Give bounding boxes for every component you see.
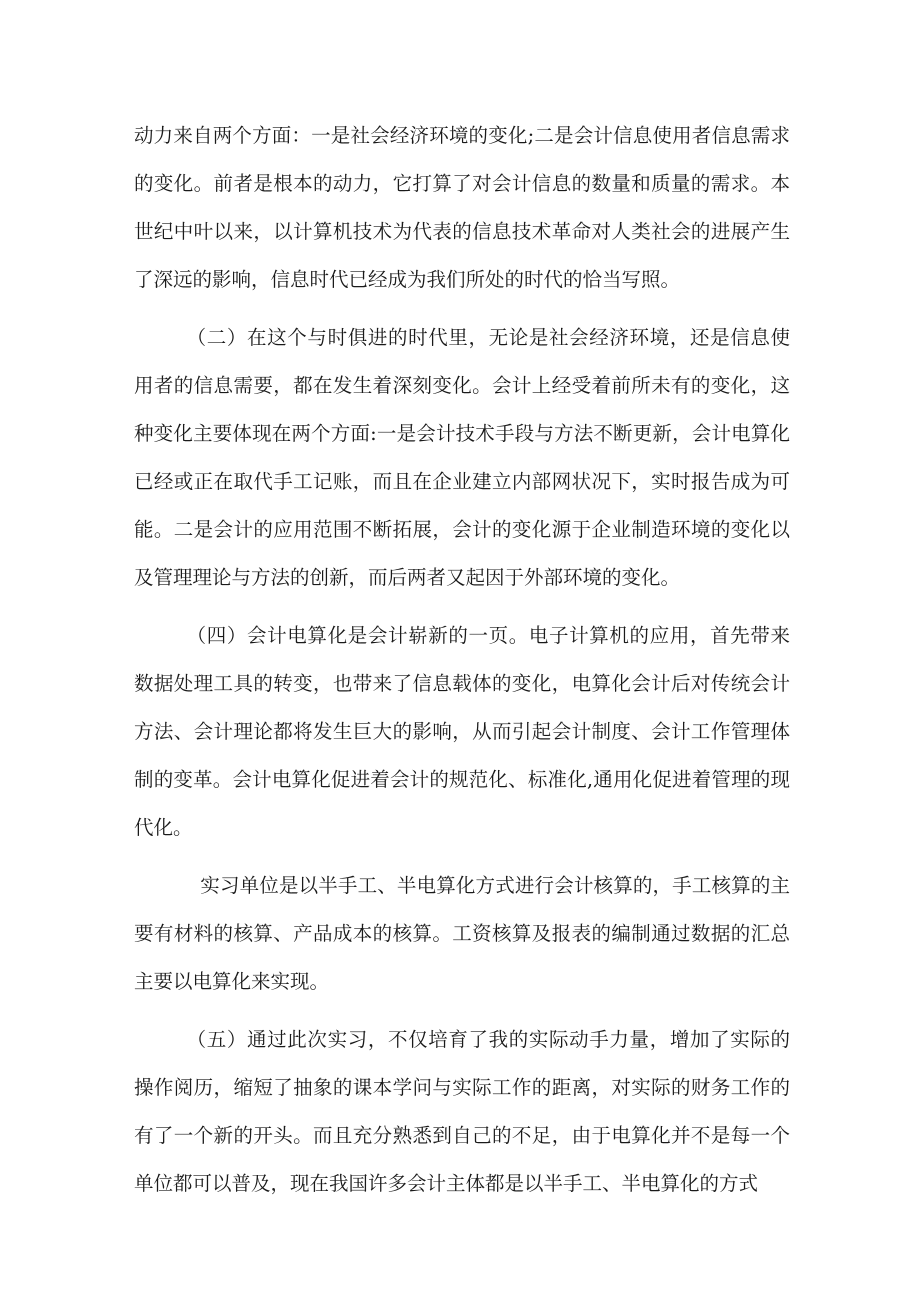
paragraph-section-2: （二）在这个与时俱进的时代里，无论是社会经济环境，还是信息使用者的信息需要，都在发生着深刻变化。会计上经受着前所未有的变化，这种变化主要体现在两个方面:一是会计技术手段与方法不断更新，会计电算化已经或正在取代手工记账，而且在企业建立内部网状况下，实时报告成为可能。二是会计的应用范围不断拓展，会计的变化源于企业制造环境的变化以及管理理论与方法的创新，而后两者又起因于外部环境的变化。: [134, 326, 790, 589]
document-body: [134, 112, 790, 1208]
paragraph-section-4: （四）会计电算化是会计崭新的一页。电子计算机的应用，首先带来数据处理工具的转变，也带来了信息载体的变化，电算化会计后对传统会计方法、会计理论都将发生巨大的影响，从而引起会计制度、会计工作管理体制的变革。会计电算化促进着会计的规范化、标准化,通用化促进着管理的现代化。: [134, 624, 790, 839]
paragraph-internship-unit: 实习单位是以半手工、半电算化方式进行会计核算的，手工核算的主要有材料的核算、产品成本的核算。工资核算及报表的编制通过数据的汇总主要以电算化来实现。: [134, 874, 790, 993]
paragraph-continuation: 动力来自两个方面：一是社会经济环境的变化;二是会计信息使用者信息需求的变化。前者是根本的动力，它打算了对会计信息的数量和质量的需求。本世纪中叶以来，以计算机技术为代表的信息技术革命对人类社会的进展产生了深远的影响，信息时代已经成为我们所处的时代的恰当写照。: [134, 124, 790, 291]
paragraph-section-5: （五）通过此次实习，不仅培育了我的实际动手力量，增加了实际的操作阅历，缩短了抽象的课本学问与实际工作的距离，对实际的财务工作的有了一个新的开头。而且充分熟悉到自己的不足，由于电算化并不是每一个单位都可以普及，现在我国许多会计主体都是以半手工、半电算化的方式: [134, 1028, 790, 1195]
